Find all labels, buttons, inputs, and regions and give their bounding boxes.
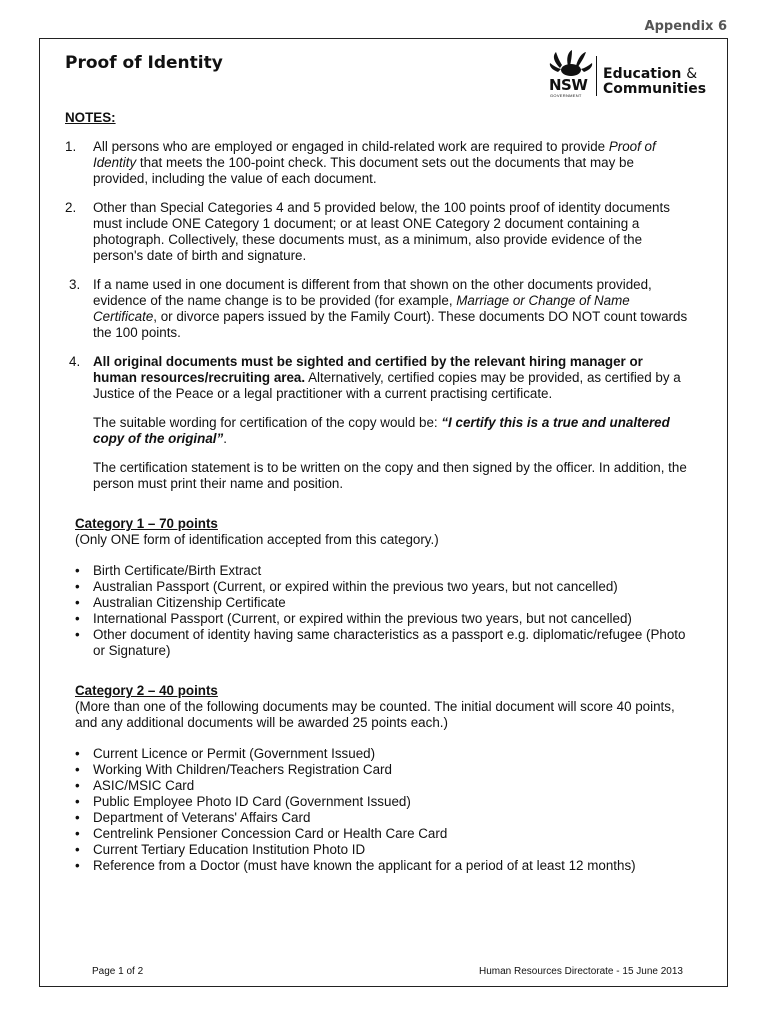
list-item: • Other document of identity having same characteristics as a passport e.g. diplomatic/refugee (Photo or Signature) xyxy=(75,627,686,658)
category-2-subtitle: (More than one of the following documents may be counted. The initial document will score 40 points, and any additional documents will be awarded 25 points each.) xyxy=(75,699,675,730)
list-item: • Department of Veterans' Affairs Card xyxy=(75,810,311,825)
category-1-heading: Category 1 – 70 points xyxy=(75,516,218,531)
logo-divider xyxy=(596,56,597,96)
list-item: • Current Tertiary Education Institution Photo ID xyxy=(75,842,366,857)
appendix-label: Appendix 6 xyxy=(644,19,727,34)
note-number: 3. xyxy=(69,277,81,292)
list-item: • International Passport (Current, or expired within the previous two years, but not cancelled) xyxy=(75,611,632,626)
category-1-list xyxy=(75,563,690,659)
note-text: All original documents must be sighted and certified by the relevant hiring manager or human resources/recruiting area. Alternatively, certified copies may be provided, as certified by a Justice of the Peace or a legal practitioner with a current practising certificate. The suitable wording for certification of the copy would be: “I certify this is a true and unaltered copy of the original”. The certification statement is to be written on the copy and then signed by the officer. In addition, the person must print their name and position. xyxy=(93,354,687,491)
category-2-section xyxy=(75,683,690,874)
certification-quote: “I certify this is a true and unaltered copy of the original” xyxy=(93,415,670,446)
logo-communities: Communities xyxy=(603,81,707,97)
document-body xyxy=(65,110,690,874)
list-item: • ASIC/MSIC Card xyxy=(75,778,195,793)
logo-education: Education xyxy=(603,66,682,82)
note-text: If a name used in one document is different from that shown on the other documents provided, evidence of the name change is to be provided (for example, Marriage or Change of Name Certificate, or divorce papers issued by the Family Court). These documents DO NOT count towards the 100 points. xyxy=(93,277,688,340)
footer-directorate: Human Resources Directorate - 15 June 2013 xyxy=(479,966,683,977)
category-2-heading: Category 2 – 40 points xyxy=(75,683,218,698)
list-item: • Current Licence or Permit (Government Issued) xyxy=(75,746,376,761)
note-4 xyxy=(65,354,690,492)
note-3 xyxy=(65,277,690,341)
note-number: 1. xyxy=(65,139,77,154)
logo-government: GOVERNMENT xyxy=(550,93,582,98)
list-item: • Birth Certificate/Birth Extract xyxy=(75,563,262,578)
category-2-list xyxy=(75,746,690,874)
list-item: • Reference from a Doctor (must have known the applicant for a period of at least 12 months) xyxy=(75,858,636,873)
page-number: Page 1 of 2 xyxy=(92,966,144,977)
note-1 xyxy=(65,139,690,187)
note-text: All persons who are employed or engaged in child-related work are required to provide Proof of Identity that meets the 100-point check. This document sets out the documents that may be provided, including the value of each document. xyxy=(93,139,656,186)
list-item: • Australian Citizenship Certificate xyxy=(75,595,286,610)
notes-heading: NOTES: xyxy=(65,110,116,125)
category-1-section xyxy=(75,516,690,659)
list-item: • Australian Passport (Current, or expired within the previous two years, but not cancelled) xyxy=(75,579,618,594)
document-title: Proof of Identity xyxy=(65,53,223,73)
logo-nsw: NSW xyxy=(549,76,588,94)
logo-wordmark xyxy=(603,67,706,97)
list-item: • Centrelink Pensioner Concession Card or Health Care Card xyxy=(75,826,448,841)
note-2 xyxy=(65,200,690,264)
note-text: Other than Special Categories 4 and 5 provided below, the 100 points proof of identity documents must include ONE Category 1 document; or at least ONE Category 2 document containing a photograph. Collectively, these documents must, as a minimum, also provide evidence of the person's date of birth and signature. xyxy=(93,200,670,263)
category-1-subtitle: (Only ONE form of identification accepted from this category.) xyxy=(75,532,439,547)
note-number: 2. xyxy=(65,200,77,215)
logo-ampersand: & xyxy=(686,66,698,82)
note-number: 4. xyxy=(69,354,81,369)
list-item: • Public Employee Photo ID Card (Government Issued) xyxy=(75,794,411,809)
list-item: • Working With Children/Teachers Registration Card xyxy=(75,762,392,777)
